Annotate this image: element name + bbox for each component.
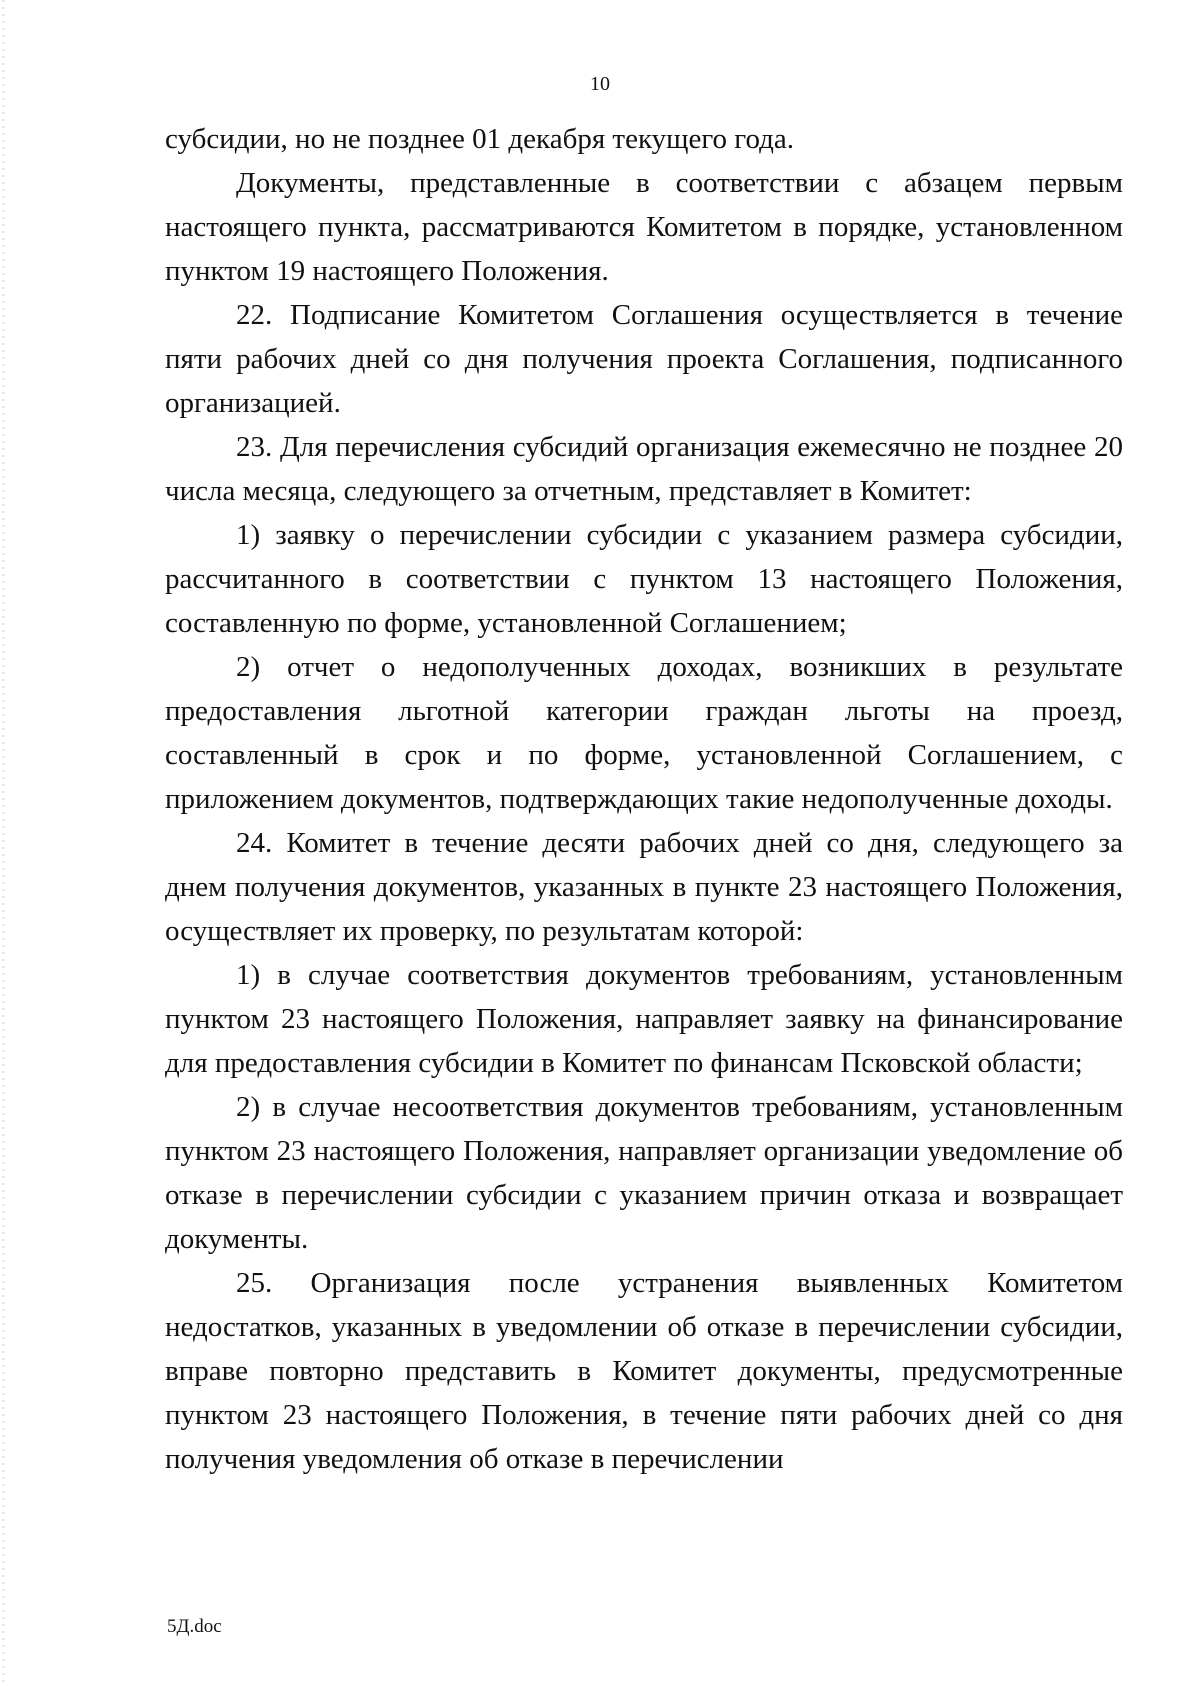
document-body — [165, 117, 1123, 1481]
paragraph-24-item-2: 2) в случае несоответствия документов требованиям, установленным пунктом 23 настоящего Положения, направляет организации уведомление об отказе в перечислении субсидии с указанием причин отказа и возвращает документы. — [165, 1091, 1123, 1255]
page-number: 10 — [590, 73, 610, 95]
paragraph-23-item-2: 2) отчет о недополученных доходах, возникших в результате предоставления льготной категории граждан льготы на проезд, составленный в срок и по форме, установленной Соглашением, с приложением документов, подтверждающих такие недополученные доходы. — [165, 651, 1123, 815]
paragraph-25: 25. Организация после устранения выявленных Комитетом недостатков, указанных в уведомлении об отказе в перечислении субсидии, вправе повторно представить в Комитет документы, предусмотренные пунктом 23 настоящего Положения, в течение пяти рабочих дней со дня получения уведомления об отказе в перечислении — [165, 1267, 1123, 1475]
paragraph-continuation: субсидии, но не позднее 01 декабря текущего года. — [165, 123, 794, 155]
footer-filename: 5Д.doc — [167, 1616, 222, 1637]
paragraph-24: 24. Комитет в течение десяти рабочих дней со дня, следующего за днем получения документов, указанных в пункте 23 настоящего Положения, осуществляет их проверку, по результатам которой: — [165, 827, 1123, 947]
paragraph-24-item-1: 1) в случае соответствия документов требованиям, установленным пунктом 23 настоящего Положения, направляет заявку на финансирование для предоставления субсидии в Комитет по финансам Псковской области; — [165, 959, 1123, 1079]
paragraph-22: 22. Подписание Комитетом Соглашения осуществляется в течение пяти рабочих дней со дня получения проекта Соглашения, подписанного организацией. — [165, 299, 1123, 419]
paragraph-documents-review: Документы, представленные в соответствии с абзацем первым настоящего пункта, рассматриваются Комитетом в порядке, установленном пунктом 19 настоящего Положения. — [165, 167, 1123, 287]
paragraph-23: 23. Для перечисления субсидий организация ежемесячно не позднее 20 числа месяца, следующего за отчетным, представляет в Комитет: — [165, 431, 1123, 507]
scan-edge-artifact — [2, 0, 5, 1686]
paragraph-23-item-1: 1) заявку о перечислении субсидии с указанием размера субсидии, рассчитанного в соответствии с пунктом 13 настоящего Положения, составленную по форме, установленной Соглашением; — [165, 519, 1123, 639]
